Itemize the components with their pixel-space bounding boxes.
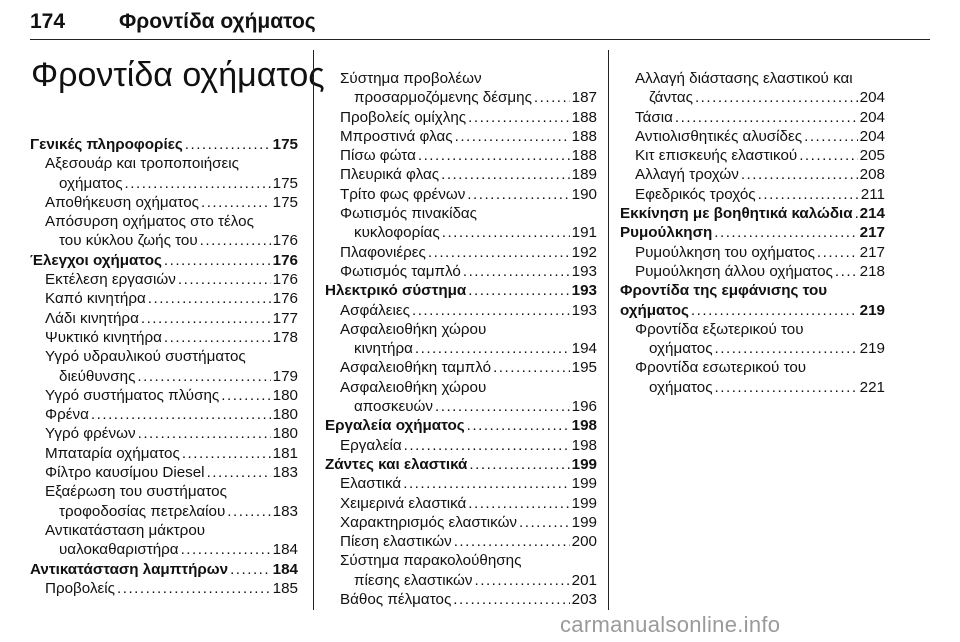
toc-entry (325, 590, 597, 609)
entry-text: Φροντίδα της εμφάνισης του (620, 282, 828, 300)
entry-text: Εφεδρικός τροχός (635, 185, 756, 203)
page-ref: 183 (272, 464, 298, 482)
entry-text: Ασφαλειοθήκη ταμπλό (340, 359, 492, 377)
entry-text: Βάθος πέλματος (340, 591, 452, 609)
page-ref: 221 (859, 378, 885, 396)
entry-text: προσαρμοζόμενης δέσμης (354, 89, 532, 107)
toc-entry (30, 309, 298, 328)
page-ref: 175 (272, 136, 298, 153)
toc-entry (30, 193, 298, 212)
dot-leader (467, 416, 570, 435)
dot-leader (148, 289, 271, 308)
entry-text: Καπό κινητήρα (45, 290, 146, 308)
page-ref: 211 (860, 185, 885, 203)
page-ref: 201 (571, 571, 597, 589)
entry-text: Κιτ επισκευής ελαστικού (635, 147, 798, 165)
entry-text: Εξαέρωση του συστήματος (45, 483, 227, 501)
page-ref: 217 (859, 224, 885, 242)
toc-section (620, 204, 885, 223)
dot-leader (835, 262, 858, 281)
page-ref: 205 (859, 147, 885, 165)
dot-leader (221, 386, 270, 405)
page-ref: 181 (272, 444, 298, 462)
dot-leader (454, 532, 570, 551)
toc-section (620, 281, 885, 320)
dot-leader (691, 301, 858, 320)
page-ref: 203 (571, 591, 597, 609)
toc-column-3 (620, 69, 885, 397)
page-ref: 178 (272, 328, 298, 346)
page-ref: 200 (571, 533, 597, 551)
page-ref: 176 (272, 290, 298, 308)
toc-entry (620, 108, 885, 127)
toc-entry (325, 185, 597, 204)
entry-text: Γενικές πληροφορίες (30, 136, 183, 153)
entry-text: Αντικατάσταση μάκτρου (45, 521, 206, 539)
entry-text: οχήματος (59, 174, 123, 192)
dot-leader (201, 193, 271, 212)
toc-entry (325, 204, 597, 243)
page-ref: 188 (571, 127, 597, 145)
page-ref: 199 (571, 455, 597, 473)
dot-leader (758, 185, 859, 204)
entry-text: οχήματος (649, 378, 713, 396)
entry-text: Χειμερινά ελαστικά (340, 494, 467, 512)
entry-text: υαλοκαθαριστήρα (59, 541, 179, 559)
toc-entry (325, 320, 597, 359)
page-ref: 193 (571, 262, 597, 280)
dot-leader (418, 146, 570, 165)
dot-leader (455, 127, 570, 146)
entry-text: Έλεγχοι οχήματος (30, 251, 162, 269)
entry-text: Αντιολισθητικές αλυσίδες (635, 127, 803, 145)
entry-text: πίεσης ελαστικών (354, 571, 473, 589)
dot-leader (182, 444, 271, 463)
entry-text: Εκτέλεση εργασιών (45, 271, 176, 289)
page-ref: 219 (859, 340, 885, 358)
dot-leader (164, 328, 271, 347)
page-ref: 176 (272, 271, 298, 289)
toc-section (30, 560, 298, 579)
page-ref: 190 (571, 185, 597, 203)
page-ref: 195 (571, 359, 597, 377)
toc-column-1 (30, 135, 298, 598)
page-ref: 188 (571, 108, 597, 126)
toc-entry (30, 328, 298, 347)
entry-text: Υγρό συστήματος πλύσης (45, 386, 220, 404)
page-ref: 208 (859, 166, 885, 184)
dot-leader (855, 204, 858, 223)
entry-text: Ψυκτικό κινητήρα (45, 328, 162, 346)
page-title: Φροντίδα οχήματος (31, 56, 325, 94)
page-ref: 192 (571, 243, 597, 261)
page-ref: 177 (272, 309, 298, 327)
toc-entry (325, 127, 597, 146)
toc-entry (325, 146, 597, 165)
entry-text: οχήματος (620, 301, 689, 319)
entry-text: Φίλτρο καυσίμου Diesel (45, 464, 205, 482)
dot-leader (200, 231, 271, 250)
page-ref: 204 (859, 127, 885, 145)
toc-entry (325, 378, 597, 417)
entry-text: Αλλαγή τροχών (635, 166, 739, 184)
dot-leader (675, 108, 858, 127)
page-ref: 175 (272, 174, 298, 192)
toc-entry (30, 212, 298, 251)
page-ref: 189 (571, 166, 597, 184)
page-ref: 184 (272, 541, 298, 559)
dot-leader (695, 88, 858, 107)
dot-leader (412, 301, 570, 320)
dot-leader (519, 513, 570, 532)
dot-leader (141, 309, 271, 328)
toc-section (30, 251, 298, 270)
entry-text: Τρίτο φως φρένων (340, 185, 466, 203)
page-ref: 188 (571, 147, 597, 165)
entry-text: τροφοδοσίας πετρελαίου (59, 502, 226, 520)
page-ref: 180 (272, 406, 298, 424)
page-ref: 204 (859, 89, 885, 107)
toc-entry (325, 474, 597, 493)
entry-text: Προβολείς (45, 579, 116, 597)
dot-leader (428, 243, 570, 262)
page-ref: 199 (571, 513, 597, 531)
page-ref: 191 (571, 224, 597, 242)
entry-text: Σύστημα προβολέων (340, 70, 482, 87)
toc-entry (325, 165, 597, 184)
entry-text: διεύθυνσης (59, 367, 136, 385)
entry-text: Ελαστικά (340, 475, 402, 493)
entry-text: Ρυμούλκηση άλλου οχήματος (635, 262, 833, 280)
page-ref: 179 (272, 367, 298, 385)
entry-text: Απόσυρση οχήματος στο τέλος (45, 213, 254, 231)
toc-entry (30, 521, 298, 560)
toc-entry (620, 146, 885, 165)
entry-text: Φροντίδα εσωτερικού του (635, 359, 807, 377)
page-ref: 183 (272, 502, 298, 520)
page-ref: 199 (571, 494, 597, 512)
toc-entry (325, 358, 597, 377)
dot-leader (117, 579, 271, 598)
page-ref: 218 (859, 262, 885, 280)
toc-entry (620, 127, 885, 146)
toc-entry (620, 69, 885, 108)
entry-text: Πλαφονιέρες (340, 243, 426, 261)
entry-text: Εργαλεία (340, 436, 402, 454)
page-ref: 219 (859, 301, 885, 319)
column-divider (608, 50, 609, 610)
running-title: Φροντίδα οχήματος (119, 10, 316, 33)
watermark: carmanualsonline.info (560, 612, 781, 637)
page-ref: 199 (571, 475, 597, 493)
page-ref: 180 (272, 425, 298, 443)
toc-entry (325, 513, 597, 532)
toc-section (325, 281, 597, 300)
toc-entry (325, 243, 597, 262)
column-divider (313, 50, 314, 610)
dot-leader (817, 243, 858, 262)
entry-text: Υγρό φρένων (45, 425, 136, 443)
dot-leader (207, 463, 271, 482)
entry-text: Πλευρικά φλας (340, 166, 440, 184)
dot-leader (435, 397, 570, 416)
page-ref: 198 (571, 417, 597, 435)
dot-leader (453, 590, 569, 609)
entry-text: Ασφαλειοθήκη χώρου (340, 378, 487, 396)
dot-leader (125, 174, 271, 193)
page-ref: 214 (859, 205, 885, 223)
dot-leader (137, 367, 270, 386)
page-number: 174 (30, 10, 66, 33)
entry-text: Φωτισμός πινακίδας (340, 205, 477, 223)
entry-text: οχήματος (649, 340, 713, 358)
page-ref: 196 (571, 398, 597, 416)
page-ref: 193 (571, 282, 597, 300)
entry-text: Αποθήκευση οχήματος (45, 193, 199, 211)
dot-leader (715, 378, 858, 397)
page-ref: 175 (272, 193, 298, 211)
toc-entry (30, 289, 298, 308)
toc-section (325, 455, 597, 474)
dot-leader (91, 405, 271, 424)
entry-text: ζάντας (649, 89, 693, 107)
toc-entry (30, 424, 298, 443)
dot-leader (493, 358, 570, 377)
dot-leader (468, 281, 569, 300)
toc-entry (325, 532, 597, 551)
entry-text: Ασφαλειοθήκη χώρου (340, 320, 487, 338)
dot-leader (178, 270, 271, 289)
toc-section (30, 135, 298, 154)
toc-entry (30, 270, 298, 289)
entry-text: Πίεση ελαστικών (340, 533, 452, 551)
page-ref: 198 (571, 436, 597, 454)
entry-text: Προβολείς ομίχλης (340, 108, 467, 126)
entry-text: Εργαλεία οχήματος (325, 417, 465, 435)
dot-leader (404, 436, 570, 455)
entry-text: Μπαταρία οχήματος (45, 444, 180, 462)
dot-leader (441, 165, 570, 184)
entry-text: Ηλεκτρικό σύστημα (325, 282, 467, 300)
toc-entry (30, 482, 298, 521)
dot-leader (799, 146, 857, 165)
entry-text: κυκλοφορίας (354, 224, 440, 242)
dot-leader (467, 185, 569, 204)
page-ref: 184 (272, 560, 298, 578)
toc-section (325, 416, 597, 435)
entry-text: Εκκίνηση με βοηθητικά καλώδια (620, 205, 853, 223)
page-ref: 193 (571, 301, 597, 319)
toc-entry (30, 154, 298, 193)
entry-text: Ρυμούλκηση (620, 224, 713, 242)
toc-entry (325, 262, 597, 281)
dot-leader (138, 424, 271, 443)
entry-text: Ρυμούλκηση του οχήματος (635, 243, 815, 261)
entry-text: αποσκευών (354, 398, 433, 416)
page-ref: 180 (272, 386, 298, 404)
toc-entry (325, 494, 597, 513)
entry-text: Πίσω φώτα (340, 147, 416, 165)
dot-leader (715, 339, 858, 358)
dot-leader (415, 339, 570, 358)
entry-text: του κύκλου ζωής του (59, 232, 198, 250)
entry-text: Μπροστινά φλας (340, 127, 453, 145)
toc-entry (30, 463, 298, 482)
toc-entry (325, 108, 597, 127)
toc-entry (325, 436, 597, 455)
toc-entry (620, 262, 885, 281)
dot-leader (804, 127, 858, 146)
dot-leader (714, 223, 857, 242)
dot-leader (185, 135, 271, 154)
entry-text: Σύστημα παρακολούθησης (340, 552, 522, 570)
page-ref: 194 (571, 340, 597, 358)
entry-text: Φρένα (45, 406, 89, 424)
entry-text: Φροντίδα εξωτερικού του (635, 320, 804, 338)
page-ref: 204 (859, 108, 885, 126)
toc-entry (620, 185, 885, 204)
dot-leader (469, 455, 569, 474)
toc-entry (30, 579, 298, 598)
toc-entry (620, 165, 885, 184)
toc-entry (620, 358, 885, 397)
dot-leader (475, 571, 570, 590)
entry-text: Λάδι κινητήρα (45, 309, 139, 327)
dot-leader (164, 251, 271, 270)
entry-text: Αντικατάσταση λαμπτήρων (30, 560, 229, 578)
dot-leader (468, 494, 569, 513)
toc-entry (325, 301, 597, 320)
dot-leader (741, 165, 858, 184)
toc-entry (30, 347, 298, 386)
toc-entry (325, 69, 597, 108)
page-ref: 176 (272, 251, 298, 269)
toc-section (620, 223, 885, 242)
page-header (30, 10, 930, 40)
entry-text: κινητήρα (354, 340, 413, 358)
toc-entry (620, 320, 885, 359)
toc-column-2 (325, 69, 597, 609)
entry-text: Ασφάλειες (340, 301, 410, 319)
entry-text: Αξεσουάρ και τροποποιήσεις (45, 155, 239, 173)
dot-leader (534, 88, 570, 107)
toc-entry (30, 444, 298, 463)
dot-leader (468, 108, 570, 127)
toc-entry (620, 243, 885, 262)
toc-entry (30, 386, 298, 405)
entry-text: Φωτισμός ταμπλό (340, 262, 461, 280)
dot-leader (230, 560, 271, 579)
toc-entry (30, 405, 298, 424)
dot-leader (227, 502, 270, 521)
page-ref: 185 (272, 579, 298, 597)
page-ref: 187 (571, 89, 597, 107)
entry-text: Υγρό υδραυλικού συστήματος (45, 348, 246, 366)
toc-entry (325, 551, 597, 590)
entry-text: Ζάντες και ελαστικά (325, 455, 468, 473)
dot-leader (403, 474, 569, 493)
entry-text: Αλλαγή διάστασης ελαστικού και (635, 70, 853, 87)
entry-text: Τάσια (635, 108, 673, 126)
page-ref: 217 (859, 243, 885, 261)
dot-leader (463, 262, 570, 281)
page-ref: 176 (272, 232, 298, 250)
entry-text: Χαρακτηρισμός ελαστικών (340, 513, 518, 531)
dot-leader (442, 223, 570, 242)
dot-leader (181, 540, 271, 559)
